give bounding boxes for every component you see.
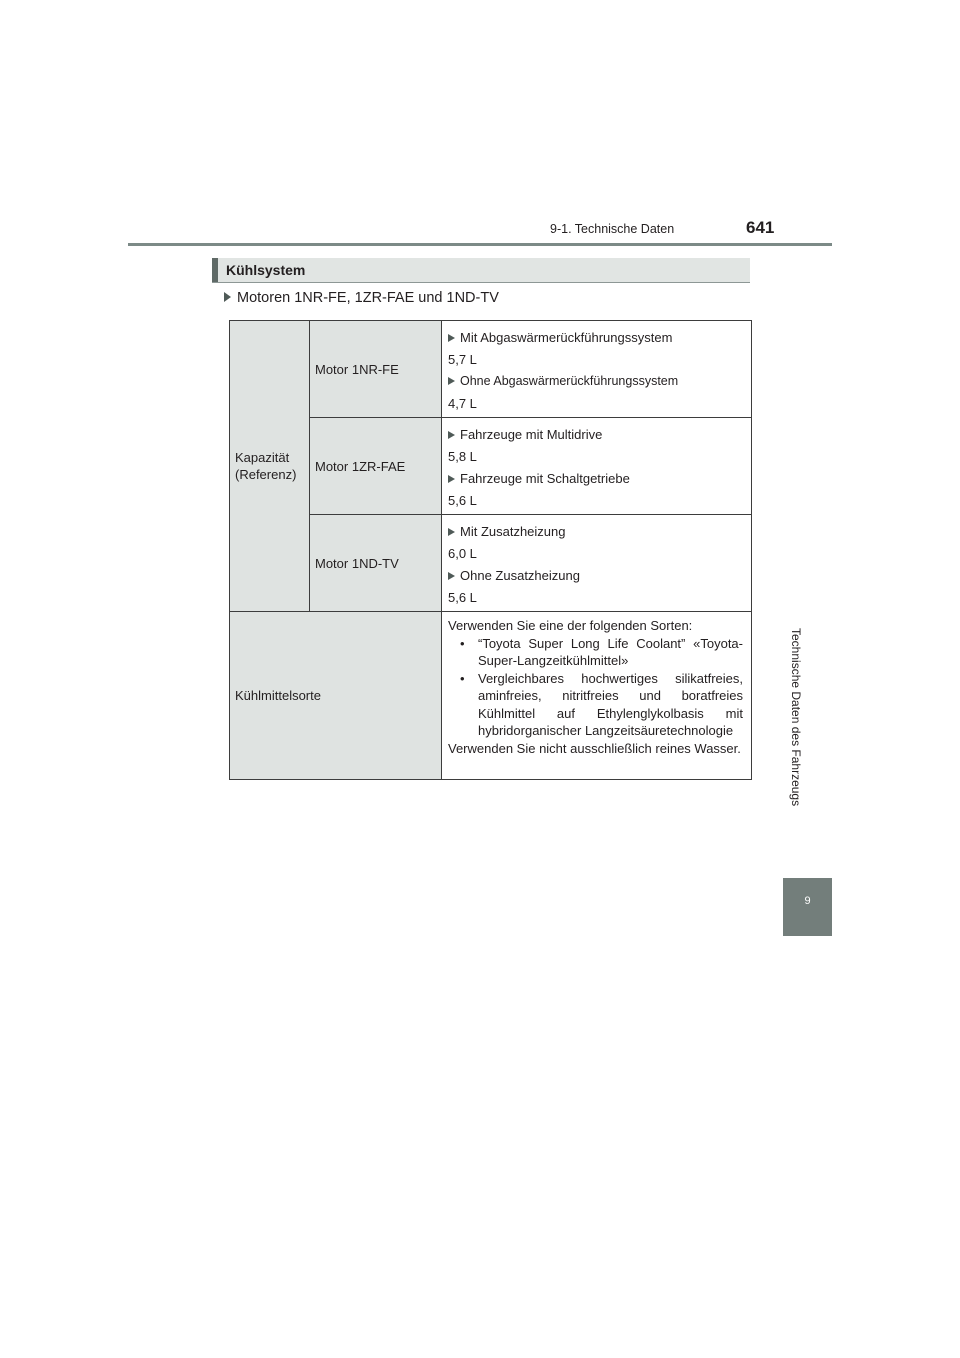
option-label — [448, 568, 743, 583]
engine-name-cell: Motor 1ND-TV — [310, 515, 442, 612]
triangle-bullet-icon — [448, 334, 455, 342]
section-heading-bar — [212, 258, 750, 283]
option-text: Fahrzeuge mit Schaltgetriebe — [460, 471, 630, 486]
section-title: Kühlsystem — [226, 262, 306, 278]
option-text: Ohne Zusatzheizung — [460, 568, 580, 583]
intro-text: Motoren 1NR-FE, 1ZR-FAE und 1ND-TV — [237, 290, 499, 306]
option-label — [448, 374, 743, 389]
coolant-list — [448, 635, 743, 740]
list-item-text: “Toyota Super Long Life Coolant” «Toyota-Super-Langzeitkühlmittel» — [478, 635, 743, 668]
amount-value: 5,6 L — [448, 590, 477, 605]
option-label — [448, 427, 743, 442]
amount-value: 5,7 L — [448, 352, 477, 367]
triangle-bullet-icon — [448, 572, 455, 580]
engine-name-cell: Motor 1NR-FE — [310, 321, 442, 418]
option-text: Mit Zusatzheizung — [460, 524, 566, 539]
coolant-intro: Verwenden Sie eine der folgenden Sorten: — [448, 618, 693, 633]
list-item-text: Vergleichbares hochwertiges silikatfreies, aminfreies, nitritfreies und boratfreies Kühlmittel auf Ethylenglykolbasis mit hybridorganischer Langzeitsäuretechnologie — [478, 670, 743, 738]
engine-values-cell — [442, 515, 752, 612]
option-text: Ohne Abgaswärmerückführungssystem — [460, 374, 679, 388]
header-section-title: 9-1. Technische Daten — [550, 222, 675, 236]
coolant-label-cell: Kühlmittelsorte — [230, 612, 442, 780]
engine-name-cell: Motor 1ZR-FAE — [310, 418, 442, 515]
triangle-bullet-icon — [448, 528, 455, 536]
header-rule — [128, 243, 832, 246]
amount-value: 5,8 L — [448, 449, 477, 464]
option-label — [448, 471, 743, 486]
engine-values-cell — [442, 418, 752, 515]
bullet-dot-icon: • — [460, 670, 465, 686]
section-accent — [212, 258, 218, 282]
coolant-note: Verwenden Sie nicht ausschließlich reines Wasser. — [448, 740, 741, 756]
chapter-side-label: Technische Daten des Fahrzeugs — [789, 628, 803, 807]
option-text: Mit Abgaswärmerückführungssystem — [460, 330, 673, 345]
option-label — [448, 524, 743, 539]
triangle-bullet-icon — [224, 292, 231, 302]
section-intro — [224, 290, 499, 306]
triangle-bullet-icon — [448, 377, 455, 385]
engine-values-cell — [442, 321, 752, 418]
list-item — [448, 635, 743, 670]
triangle-bullet-icon — [448, 475, 455, 483]
capacity-label-cell: Kapazität (Referenz) — [230, 321, 310, 612]
triangle-bullet-icon — [448, 431, 455, 439]
coolant-values-cell — [442, 612, 752, 780]
chapter-tab[interactable]: 9 — [783, 878, 832, 936]
amount-value: 4,7 L — [448, 396, 477, 411]
table-row — [230, 321, 752, 418]
list-item — [448, 670, 743, 740]
amount-value: 6,0 L — [448, 546, 477, 561]
amount-value: 5,6 L — [448, 493, 477, 508]
cooling-spec-table — [229, 320, 752, 780]
option-label — [448, 330, 743, 345]
bullet-dot-icon: • — [460, 635, 465, 651]
page-number: 641 — [746, 218, 775, 237]
option-text: Fahrzeuge mit Multidrive — [460, 427, 603, 442]
table-row — [230, 612, 752, 780]
